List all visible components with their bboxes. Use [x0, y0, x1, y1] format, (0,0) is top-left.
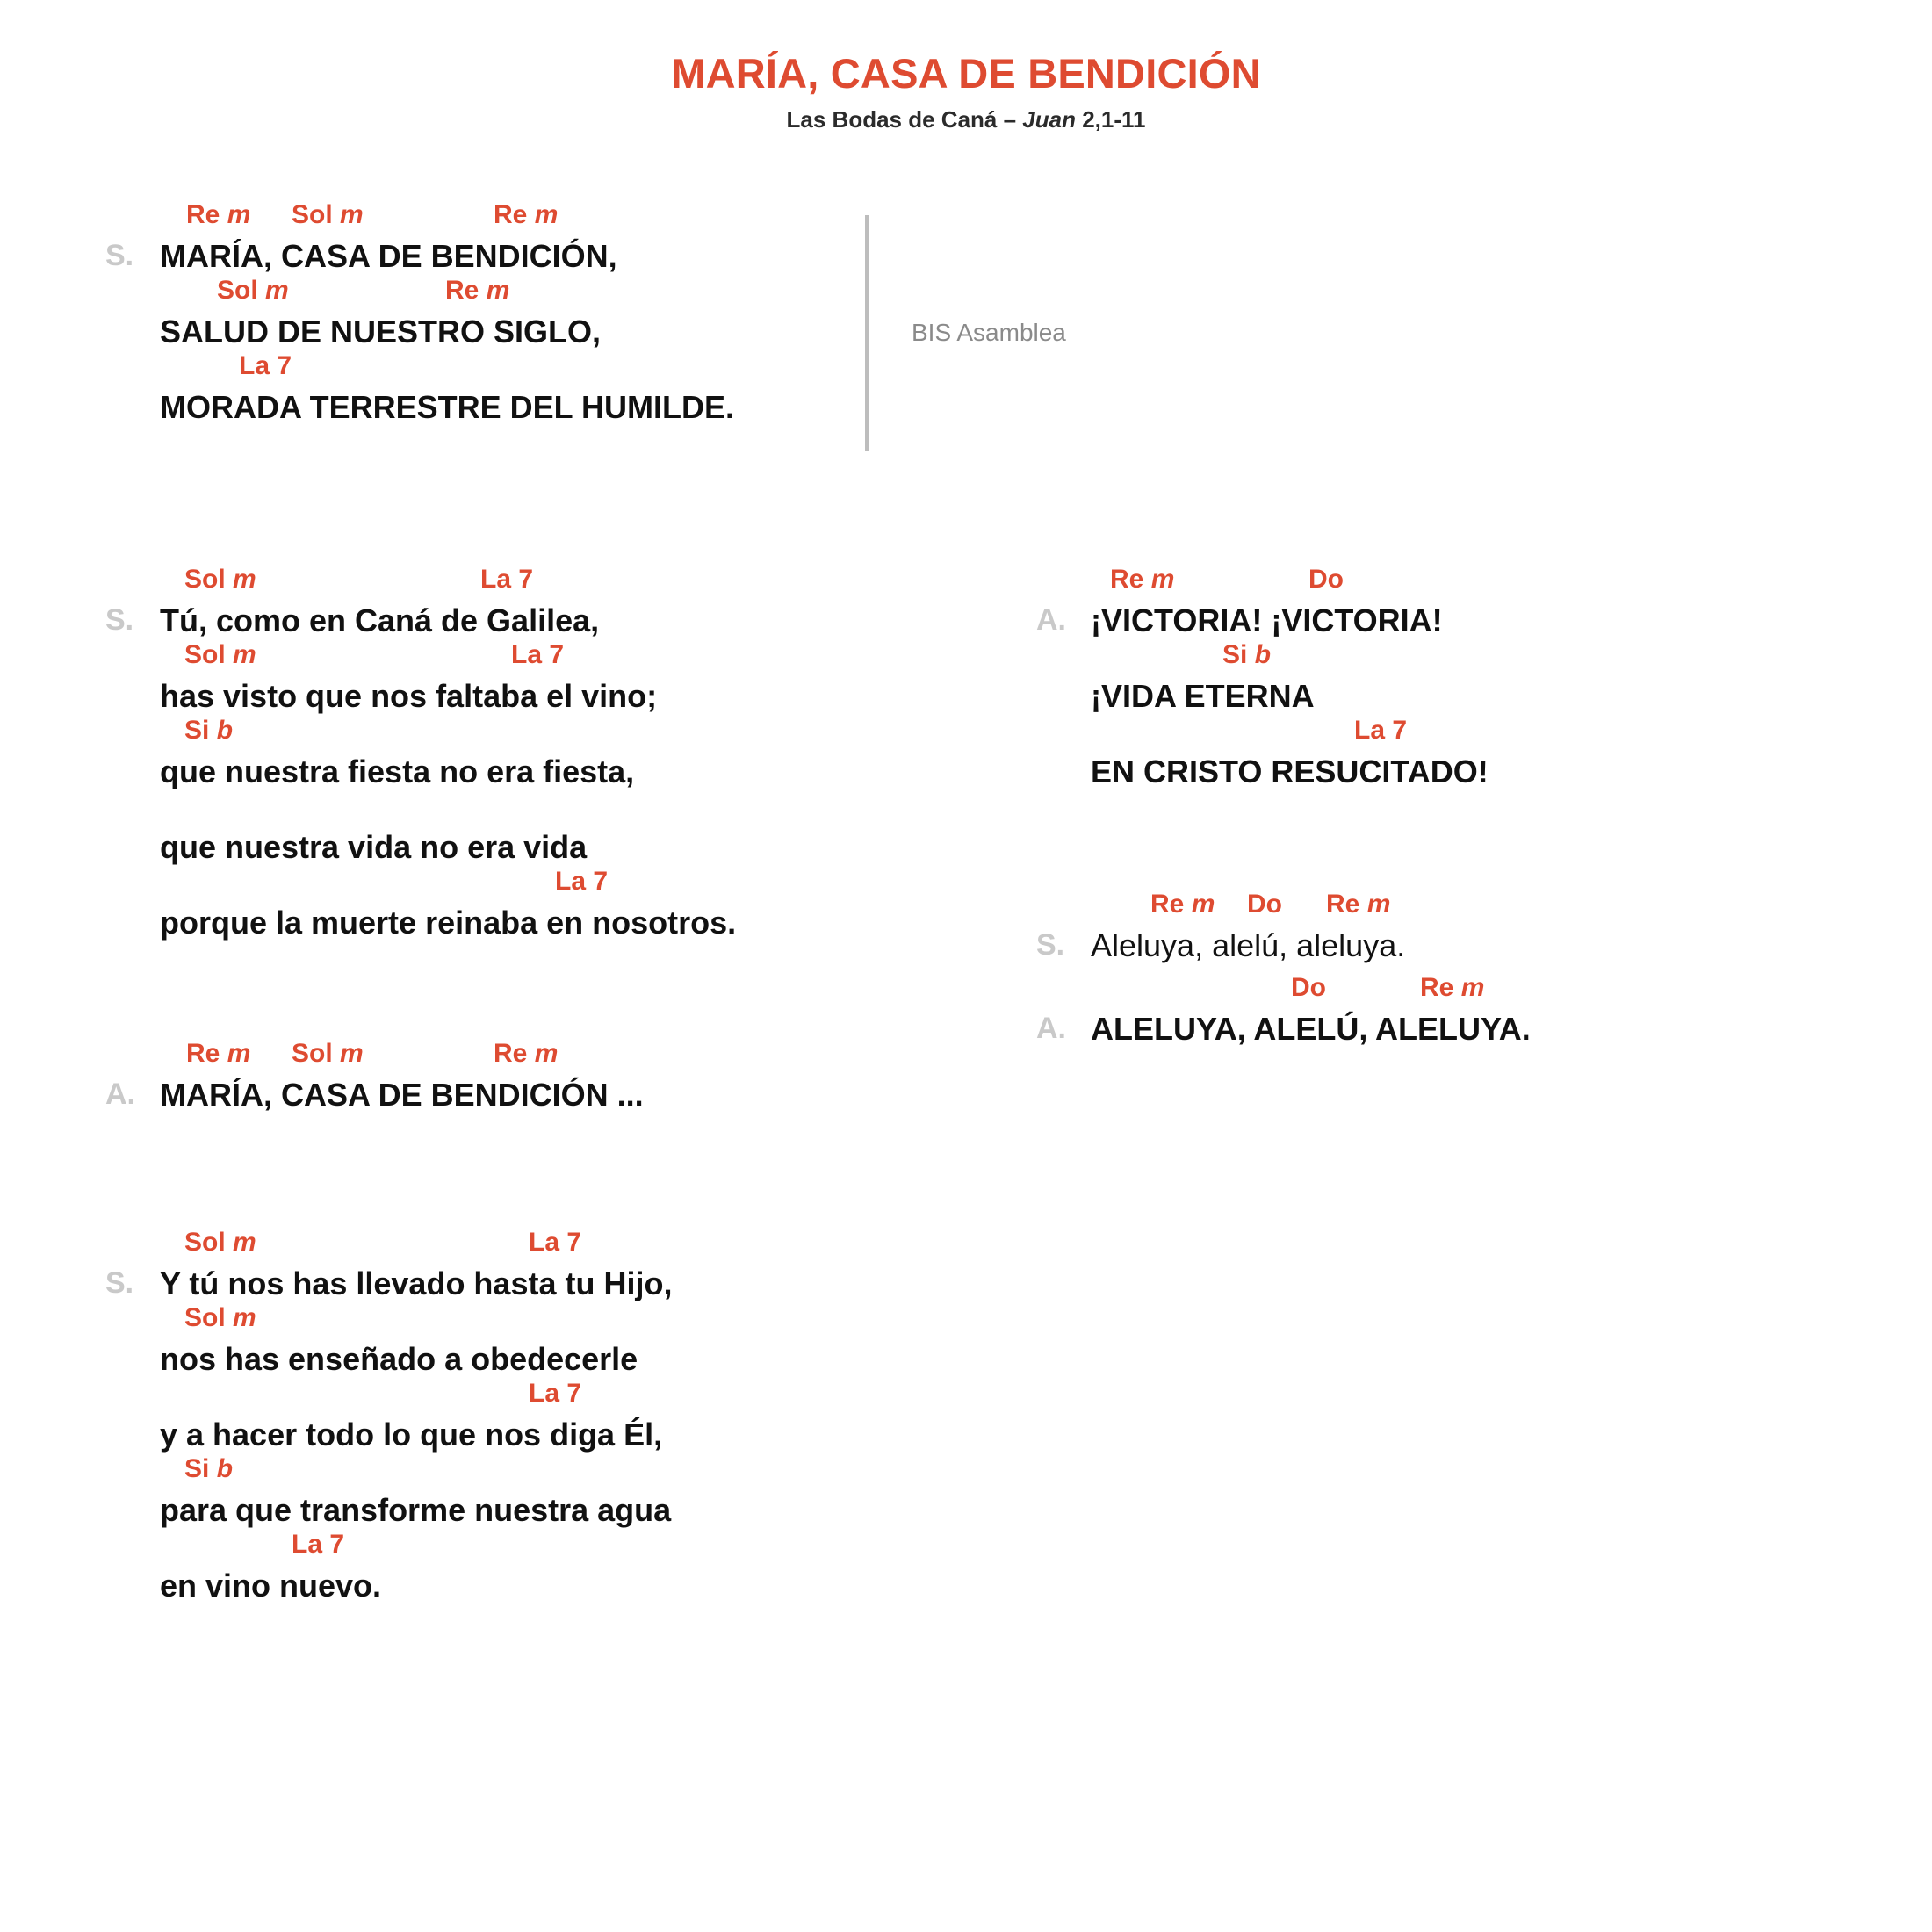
stanza-lines	[1091, 891, 1405, 967]
chord-root: Re	[445, 276, 479, 305]
chord-symbol	[184, 1305, 256, 1331]
voice-marker: A.	[1036, 603, 1066, 637]
chord-symbol	[184, 566, 256, 593]
song-line	[160, 1305, 672, 1381]
lyric-line: que nuestra vida no era vida	[160, 829, 588, 865]
chord-root: Re	[186, 1039, 220, 1068]
chord-symbol	[184, 1456, 233, 1482]
chord-row	[160, 353, 734, 390]
chord-symbol	[1110, 566, 1174, 593]
chord-root: Re	[494, 1039, 528, 1068]
chord-row	[1091, 642, 1489, 679]
bis-bracket-bar	[865, 215, 869, 451]
stanza-verse-1	[105, 566, 736, 944]
chord-quality: m	[479, 276, 510, 305]
chord-extension: 7	[1385, 716, 1408, 745]
voice-marker: S.	[105, 239, 134, 272]
chord-extension: 7	[511, 565, 534, 594]
chord-quality: m	[225, 640, 256, 669]
chord-root: Si	[184, 1454, 210, 1483]
chord-symbol	[511, 642, 564, 668]
stanza-lines	[160, 1229, 672, 1607]
chord-quality: m	[225, 565, 256, 594]
chord-symbol	[1354, 717, 1407, 744]
chord-root: Re	[1150, 890, 1185, 919]
chord-root: Sol	[184, 1228, 226, 1257]
chord-quality: m	[332, 200, 364, 229]
chord-quality: b	[209, 1454, 234, 1483]
chord-quality: m	[527, 200, 559, 229]
stanza-refrain	[105, 202, 734, 429]
chord-quality: m	[1453, 973, 1485, 1002]
song-line	[160, 717, 736, 793]
chord-root: Re	[186, 200, 220, 229]
chord-root: La	[480, 565, 512, 594]
chord-root: Si	[184, 716, 210, 745]
chord-root: Sol	[292, 1039, 333, 1068]
chord-extension: 7	[270, 351, 292, 380]
lyric-line: ¡VIDA ETERNA	[1091, 678, 1315, 714]
chord-quality: m	[257, 276, 289, 305]
lyric-line: nos has enseñado a obedecerle	[160, 1341, 638, 1377]
lyric-line: porque la muerte reinaba en nosotros.	[160, 905, 737, 941]
chord-quality: m	[225, 1303, 256, 1332]
voice-marker: S.	[105, 1266, 134, 1300]
bis-bracket	[865, 215, 1066, 451]
chord-quality: b	[209, 716, 234, 745]
chord-row	[160, 1305, 672, 1342]
chord-symbol	[529, 1229, 581, 1256]
chord-quality: m	[1184, 890, 1215, 919]
stanza-lines	[160, 1041, 644, 1116]
chord-row	[160, 1229, 672, 1266]
chord-row	[1091, 566, 1489, 603]
song-line	[160, 353, 734, 429]
chord-symbol	[445, 278, 509, 304]
song-line	[160, 869, 736, 944]
chord-row	[160, 566, 736, 603]
chord-symbol	[1326, 891, 1390, 918]
chord-quality: m	[527, 1039, 559, 1068]
chord-root: La	[292, 1530, 323, 1559]
chord-row	[160, 793, 736, 830]
chord-root: La	[529, 1228, 560, 1257]
chord-quality: m	[332, 1039, 364, 1068]
chord-symbol	[292, 1532, 344, 1558]
chord-symbol	[1308, 566, 1344, 593]
chord-extension: 7	[322, 1530, 345, 1559]
stanza-acclamation	[1036, 566, 1489, 793]
lyric-line: ALELUYA, ALELÚ, ALELUYA.	[1091, 1011, 1531, 1047]
song-line	[1091, 891, 1405, 967]
chord-row	[160, 1381, 672, 1417]
page-title: MARÍA, CASA DE BENDICIÓN	[671, 50, 1261, 97]
chord-root: Do	[1247, 890, 1282, 919]
lyric-line: has visto que nos faltaba el vino;	[160, 678, 658, 714]
chord-row	[160, 1041, 644, 1078]
song-line	[160, 1229, 672, 1305]
chord-root: La	[1354, 716, 1386, 745]
chord-extension: 7	[559, 1228, 582, 1257]
lyric-line: Y tú nos has llevado hasta tu Hijo,	[160, 1265, 673, 1301]
scripture-book: Juan	[1022, 105, 1076, 133]
chord-symbol	[184, 1229, 256, 1256]
chord-row	[160, 278, 734, 314]
lyric-line: Tú, como en Caná de Galilea,	[160, 602, 600, 638]
lyric-line: Aleluya, alelú, aleluya.	[1091, 927, 1406, 963]
song-line	[160, 1456, 672, 1532]
lyric-line: EN CRISTO RESUCITADO!	[1091, 753, 1489, 789]
chord-root: Sol	[217, 276, 258, 305]
stanza-lines	[1091, 975, 1531, 1050]
chord-symbol	[217, 278, 289, 304]
chord-symbol	[292, 1041, 364, 1067]
chord-row	[160, 869, 736, 905]
chord-root: Re	[1326, 890, 1360, 919]
chord-symbol	[555, 869, 608, 895]
chord-symbol	[480, 566, 533, 593]
song-line	[160, 1381, 672, 1456]
chord-row	[1091, 975, 1531, 1012]
chord-symbol	[184, 717, 233, 744]
chord-quality: m	[1143, 565, 1175, 594]
song-line	[160, 642, 736, 717]
lyric-line: SALUD DE NUESTRO SIGLO,	[160, 314, 602, 350]
chord-symbol	[1247, 891, 1282, 918]
chord-quality: m	[225, 1228, 256, 1257]
chord-symbol	[1291, 975, 1326, 1001]
chord-symbol	[494, 202, 558, 228]
chord-row	[160, 1532, 672, 1568]
scripture-reference: 2,1-11	[1075, 105, 1146, 133]
chord-root: Sol	[292, 200, 333, 229]
chord-root: La	[239, 351, 270, 380]
chord-quality: m	[1359, 890, 1391, 919]
song-line	[1091, 975, 1531, 1050]
stanza-refrain-repeat	[105, 1041, 644, 1116]
lyric-line: MARÍA, CASA DE BENDICIÓN,	[160, 238, 617, 274]
stanza-lines	[1091, 566, 1489, 793]
chord-row	[160, 1456, 672, 1493]
chord-extension: 7	[542, 640, 565, 669]
chord-root: Sol	[184, 640, 226, 669]
lyric-line: en vino nuevo.	[160, 1568, 382, 1604]
chord-root: La	[555, 867, 587, 896]
lyric-line: MARÍA, CASA DE BENDICIÓN ...	[160, 1077, 644, 1113]
chord-symbol	[1420, 975, 1484, 1001]
chord-root: Re	[1110, 565, 1144, 594]
chord-root: Do	[1291, 973, 1326, 1002]
lyric-line: y a hacer todo lo que nos diga Él,	[160, 1417, 663, 1453]
chord-row	[160, 202, 734, 239]
voice-marker: S.	[1036, 928, 1065, 962]
chord-symbol	[186, 202, 250, 228]
song-line	[160, 793, 736, 869]
chord-root: Si	[1222, 640, 1248, 669]
subtitle-prefix: Las Bodas de Caná –	[786, 105, 1023, 133]
chord-symbol	[1150, 891, 1215, 918]
chord-row	[1091, 891, 1405, 928]
song-line	[1091, 642, 1489, 717]
lyric-line: que nuestra fiesta no era fiesta,	[160, 753, 635, 789]
chord-extension: 7	[586, 867, 609, 896]
song-line	[1091, 566, 1489, 642]
song-line	[160, 202, 734, 278]
chord-root: Re	[494, 200, 528, 229]
chord-row	[160, 717, 736, 754]
chord-root: Sol	[184, 565, 226, 594]
song-line	[160, 566, 736, 642]
chord-symbol	[1222, 642, 1271, 668]
chord-quality: b	[1247, 640, 1272, 669]
chord-quality: m	[220, 1039, 251, 1068]
chord-symbol	[186, 1041, 250, 1067]
bis-label: BIS Asamblea	[912, 319, 1066, 346]
chord-root: La	[529, 1379, 560, 1408]
chord-root: Do	[1308, 565, 1344, 594]
voice-marker: A.	[105, 1078, 135, 1111]
song-line	[160, 1532, 672, 1607]
song-line	[1091, 717, 1489, 793]
stanza-lines	[160, 566, 736, 944]
chord-root: La	[511, 640, 543, 669]
lyric-line: ¡VICTORIA! ¡VICTORIA!	[1091, 602, 1443, 638]
song-line	[160, 1041, 644, 1116]
stanza-verse-2	[105, 1229, 672, 1607]
stanza-aleluya-assembly	[1036, 975, 1531, 1050]
chord-row	[1091, 717, 1489, 754]
chord-root: Re	[1420, 973, 1454, 1002]
chord-symbol	[529, 1381, 581, 1407]
stanza-lines	[160, 202, 734, 429]
chord-symbol	[292, 202, 364, 228]
voice-marker: A.	[1036, 1012, 1066, 1045]
chord-row	[160, 642, 736, 679]
chord-root: Sol	[184, 1303, 226, 1332]
voice-marker: S.	[105, 603, 134, 637]
chord-quality: m	[220, 200, 251, 229]
chord-symbol	[184, 642, 256, 668]
chord-symbol	[239, 353, 292, 379]
chord-symbol	[494, 1041, 558, 1067]
stanza-aleluya-soloist	[1036, 891, 1405, 967]
chord-extension: 7	[559, 1379, 582, 1408]
lyric-line: para que transforme nuestra agua	[160, 1492, 672, 1528]
song-line	[160, 278, 734, 353]
lyric-line: MORADA TERRESTRE DEL HUMILDE.	[160, 389, 735, 425]
